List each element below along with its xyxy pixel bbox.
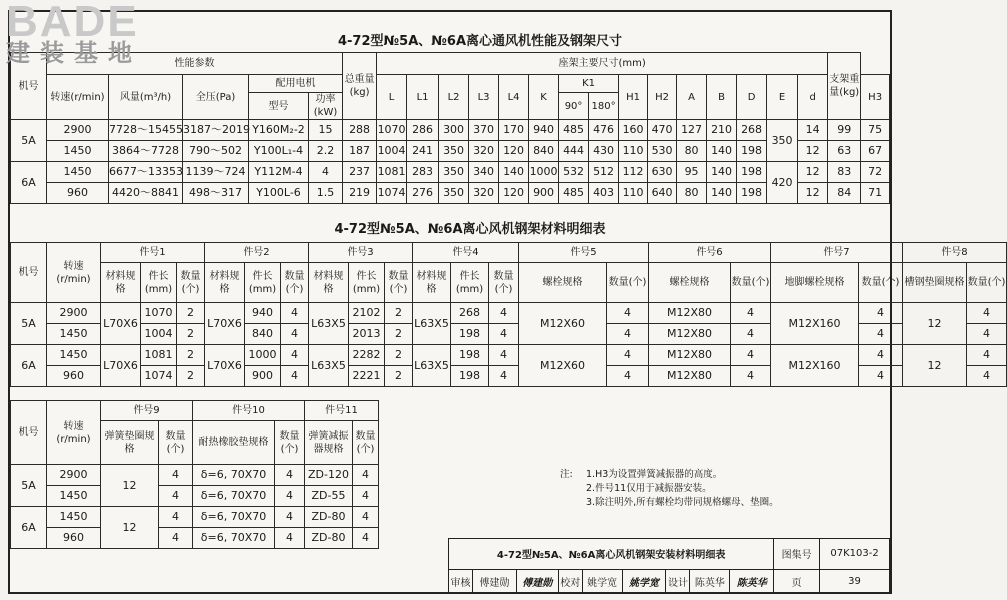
cell-D: 198 <box>737 162 767 183</box>
header-length: 件长(mm) <box>451 263 489 303</box>
header-anchor-bolt-spec: 地脚螺栓规格 <box>771 263 859 303</box>
material-table-title: 4-72型№5A、№6A离心风机钢架材料明细表 <box>334 222 606 237</box>
cell-part1-qty: 2 <box>177 324 205 345</box>
cell-part10-qty: 4 <box>275 507 305 528</box>
cell-speed: 960 <box>47 366 101 387</box>
header-qty: 数量(个) <box>489 263 519 303</box>
header-part-5: 件号5 <box>519 243 649 263</box>
design-label: 设计 <box>666 569 690 593</box>
cell-part11-qty: 4 <box>353 528 379 549</box>
header-spec: 材料规格 <box>309 263 349 303</box>
cell-part9-qty: 4 <box>159 528 193 549</box>
header-dim-l2: L2 <box>439 75 469 120</box>
material-table-2 <box>10 400 379 549</box>
cell-weight: 187 <box>343 141 377 162</box>
header-part-11: 件号11 <box>305 401 379 421</box>
header-dim-h3: H3 <box>861 75 890 120</box>
cell-part7-qty: 4 <box>859 303 903 324</box>
cell-L1: 241 <box>407 141 439 162</box>
cell-L2: 300 <box>439 120 469 141</box>
header-qty: 数量(个) <box>385 263 413 303</box>
header-length: 件长(mm) <box>245 263 281 303</box>
note-3: 3.除注明外,所有螺栓均带同规格螺母、垫圈。 <box>586 497 779 508</box>
cell-H2: 530 <box>648 141 677 162</box>
cell-part8-qty: 4 <box>967 345 1007 366</box>
cell-B: 140 <box>707 183 737 204</box>
header-rubber-pad-spec: 耐热橡胶垫规格 <box>193 421 275 465</box>
reviewer: 傅建勋 <box>472 569 516 593</box>
header-dim-a: A <box>677 75 707 120</box>
cell-part8-qty: 4 <box>967 324 1007 345</box>
cell-power: 2.2 <box>309 141 343 162</box>
cell-part10-spec: δ=6, 70X70 <box>193 465 275 486</box>
cell-L: 1081 <box>377 162 407 183</box>
cell-part3-qty: 2 <box>385 345 413 366</box>
header-model: 机号 <box>11 243 47 303</box>
cell-L1: 286 <box>407 120 439 141</box>
cell-d: 12 <box>798 162 828 183</box>
cell-part8-spec: 12 <box>903 345 967 387</box>
header-model: 机号 <box>11 401 47 465</box>
cell-part6-spec: M12X80 <box>649 324 731 345</box>
cell-K: 900 <box>529 183 559 204</box>
cell-D: 198 <box>737 183 767 204</box>
atlas-label: 图集号 <box>774 539 820 570</box>
cell-part11-spec: ZD-120 <box>305 465 353 486</box>
cell-part2-qty: 4 <box>281 345 309 366</box>
cell-part1-qty: 2 <box>177 345 205 366</box>
cell-part10-qty: 4 <box>275 465 305 486</box>
cell-part9-qty: 4 <box>159 507 193 528</box>
cell-L2: 350 <box>439 162 469 183</box>
cell-K: 940 <box>529 120 559 141</box>
cell-part7-spec: M12X160 <box>771 345 859 387</box>
cell-H2: 630 <box>648 162 677 183</box>
title-block <box>448 538 890 594</box>
cell-power: 1.5 <box>309 183 343 204</box>
cell-H2: 470 <box>648 120 677 141</box>
cell-weight: 237 <box>343 162 377 183</box>
cell-part3-spec: L63X5 <box>309 345 349 387</box>
header-dim-h1: H1 <box>619 75 648 120</box>
header-bolt-spec: 螺栓规格 <box>649 263 731 303</box>
note-1: 1.H3为设置弹簧减振器的高度。 <box>586 469 723 480</box>
header-k1-90: 90° <box>559 93 589 120</box>
cell-part9-qty: 4 <box>159 486 193 507</box>
cell-part4-length: 198 <box>451 324 489 345</box>
cell-part11-spec: ZD-80 <box>305 528 353 549</box>
header-model: 机号 <box>11 53 47 120</box>
cell-part1-length: 1070 <box>141 303 177 324</box>
cell-K1-180: 512 <box>589 162 619 183</box>
header-part-7: 件号7 <box>771 243 903 263</box>
dim-E-cell: 350 <box>767 120 798 162</box>
cell-L4: 120 <box>499 141 529 162</box>
material-table <box>10 242 1007 387</box>
header-part-9: 件号9 <box>101 401 193 421</box>
cell-part3-length: 2102 <box>349 303 385 324</box>
cell-speed: 960 <box>47 183 109 204</box>
header-part-10: 件号10 <box>193 401 305 421</box>
cell-H1: 110 <box>619 183 648 204</box>
cell-L1: 283 <box>407 162 439 183</box>
cell-A: 80 <box>677 141 707 162</box>
cell-part10-spec: δ=6, 70X70 <box>193 507 275 528</box>
header-motor-power: 功率(kW) <box>309 93 343 120</box>
cell-part2-length: 940 <box>245 303 281 324</box>
cell-A: 95 <box>677 162 707 183</box>
cell-part2-qty: 4 <box>281 366 309 387</box>
cell-K1-90: 485 <box>559 120 589 141</box>
header-frame-dims: 座架主要尺寸(mm) <box>377 53 828 75</box>
header-dim-d: d <box>798 75 828 120</box>
cell-B: 210 <box>707 120 737 141</box>
cell-B: 140 <box>707 162 737 183</box>
cell-part8-qty: 4 <box>967 366 1007 387</box>
model-cell: 6A <box>11 162 47 204</box>
cell-part7-spec: M12X160 <box>771 303 859 345</box>
perf-table-title: 4-72型№5A、№6A离心通风机性能及钢架尺寸 <box>337 34 623 49</box>
cell-pressure: 790～502 <box>183 141 249 162</box>
cell-d: 12 <box>798 183 828 204</box>
model-cell: 5A <box>11 465 47 507</box>
cell-support-weight: 72 <box>861 162 890 183</box>
cell-part11-spec: ZD-55 <box>305 486 353 507</box>
cell-part10-spec: δ=6, 70X70 <box>193 486 275 507</box>
cell-part3-spec: L63X5 <box>309 303 349 345</box>
model-cell: 5A <box>11 303 47 345</box>
header-part-8: 件号8 <box>903 243 1007 263</box>
cell-part3-qty: 2 <box>385 303 413 324</box>
cell-K1-90: 485 <box>559 183 589 204</box>
cell-part6-qty: 4 <box>731 366 771 387</box>
cell-part1-qty: 2 <box>177 303 205 324</box>
cell-d: 14 <box>798 120 828 141</box>
cell-part6-spec: M12X80 <box>649 303 731 324</box>
cell-L: 1004 <box>377 141 407 162</box>
cell-part11-qty: 4 <box>353 507 379 528</box>
cell-part1-spec: L70X6 <box>101 303 141 345</box>
cell-L2: 350 <box>439 183 469 204</box>
header-part-2: 件号2 <box>205 243 309 263</box>
cell-speed: 1450 <box>47 345 101 366</box>
header-qty: 数量(个) <box>967 263 1007 303</box>
header-pad-spec: 槽钢垫圈规格 <box>903 263 967 303</box>
cell-part4-qty: 4 <box>489 303 519 324</box>
cell-speed: 1450 <box>47 141 109 162</box>
header-flow: 风量(m³/h) <box>109 75 183 120</box>
header-qty: 数量(个) <box>177 263 205 303</box>
cell-part2-spec: L70X6 <box>205 345 245 387</box>
header-speed: 转速(r/min) <box>47 243 101 303</box>
cell-pressure: 1139～724 <box>183 162 249 183</box>
header-part-3: 件号3 <box>309 243 413 263</box>
header-spring-pad-spec: 弹簧垫圈规格 <box>101 421 159 465</box>
cell-K1-90: 532 <box>559 162 589 183</box>
header-dim-e: E <box>767 75 798 120</box>
header-speed: 转速(r/min) <box>47 75 109 120</box>
cell-motor-type: Y100L-6 <box>249 183 309 204</box>
dim-E-cell: 420 <box>767 162 798 204</box>
cell-K1-90: 444 <box>559 141 589 162</box>
header-qty: 数量(个) <box>281 263 309 303</box>
cell-H1: 112 <box>619 162 648 183</box>
cell-weight: 219 <box>343 183 377 204</box>
cell-part3-qty: 2 <box>385 366 413 387</box>
check-label: 校对 <box>558 569 582 593</box>
cell-part6-qty: 4 <box>731 345 771 366</box>
cell-part3-length: 2282 <box>349 345 385 366</box>
cell-B: 140 <box>707 141 737 162</box>
cell-support-weight: 67 <box>861 141 890 162</box>
model-cell: 6A <box>11 507 47 549</box>
header-spec: 材料规格 <box>413 263 451 303</box>
cell-part2-qty: 4 <box>281 303 309 324</box>
checker: 姚学宽 <box>582 569 622 593</box>
cell-H1: 160 <box>619 120 648 141</box>
cell-flow: 7728～15455 <box>109 120 183 141</box>
cell-speed: 2900 <box>47 120 109 141</box>
cell-L4: 170 <box>499 120 529 141</box>
cell-part6-qty: 4 <box>731 324 771 345</box>
header-spec: 材料规格 <box>101 263 141 303</box>
cell-flow: 4420～8841 <box>109 183 183 204</box>
title-block-title: 4-72型№5A、№6A离心风机钢架安装材料明细表 <box>449 539 774 570</box>
cell-part6-spec: M12X80 <box>649 366 731 387</box>
performance-table <box>10 52 890 204</box>
cell-part4-qty: 4 <box>489 324 519 345</box>
note-2: 2.件号11仅用于减振器安装。 <box>586 483 712 494</box>
cell-K1-180: 476 <box>589 120 619 141</box>
header-dim-l4: L4 <box>499 75 529 120</box>
check-signature: 姚学宽 <box>622 569 666 593</box>
cell-H3: 99 <box>828 120 861 141</box>
cell-part8-spec: 12 <box>903 303 967 345</box>
header-dim-k1: K1 <box>559 75 619 93</box>
header-qty: 数量(个) <box>353 421 379 465</box>
cell-part9-qty: 4 <box>159 465 193 486</box>
header-pressure: 全压(Pa) <box>183 75 249 120</box>
cell-speed: 2900 <box>47 465 101 486</box>
cell-flow: 3864～7728 <box>109 141 183 162</box>
cell-L4: 140 <box>499 162 529 183</box>
header-motor-type: 型号 <box>249 93 309 120</box>
header-bolt-spec: 螺栓规格 <box>519 263 607 303</box>
cell-part2-qty: 4 <box>281 324 309 345</box>
cell-part4-length: 198 <box>451 366 489 387</box>
header-part-4: 件号4 <box>413 243 519 263</box>
cell-part1-qty: 2 <box>177 366 205 387</box>
cell-part11-qty: 4 <box>353 465 379 486</box>
cell-H3: 63 <box>828 141 861 162</box>
cell-part2-length: 1000 <box>245 345 281 366</box>
cell-part4-length: 268 <box>451 303 489 324</box>
cell-part4-spec: L63X5 <box>413 303 451 345</box>
header-weight: 总重量(kg) <box>343 53 377 120</box>
cell-speed: 960 <box>47 528 101 549</box>
logo-subtitle: 建装基地 <box>6 39 142 67</box>
header-dim-l1: L1 <box>407 75 439 120</box>
header-dim-d: D <box>737 75 767 120</box>
header-part-1: 件号1 <box>101 243 205 263</box>
cell-part2-length: 900 <box>245 366 281 387</box>
cell-part11-qty: 4 <box>353 486 379 507</box>
notes <box>560 468 779 510</box>
cell-D: 198 <box>737 141 767 162</box>
atlas-number: 07K103-2 <box>820 539 890 570</box>
cell-D: 268 <box>737 120 767 141</box>
header-k1-180: 180° <box>589 93 619 120</box>
header-dim-h2: H2 <box>648 75 677 120</box>
header-dim-b: B <box>707 75 737 120</box>
cell-speed: 2900 <box>47 303 101 324</box>
cell-H1: 110 <box>619 141 648 162</box>
notes-label: 注: <box>560 469 573 480</box>
header-qty: 数量(个) <box>607 263 649 303</box>
cell-part7-qty: 4 <box>859 324 903 345</box>
cell-part7-qty: 4 <box>859 366 903 387</box>
cell-part5-spec: M12X60 <box>519 345 607 387</box>
cell-part1-length: 1081 <box>141 345 177 366</box>
cell-part8-qty: 4 <box>967 303 1007 324</box>
cell-motor-type: Y160M₂-2 <box>249 120 309 141</box>
header-length: 件长(mm) <box>141 263 177 303</box>
page-number: 39 <box>820 569 890 593</box>
cell-K: 840 <box>529 141 559 162</box>
cell-K1-180: 430 <box>589 141 619 162</box>
cell-part6-qty: 4 <box>731 303 771 324</box>
cell-speed: 1450 <box>47 486 101 507</box>
cell-speed: 1450 <box>47 507 101 528</box>
cell-part3-qty: 2 <box>385 324 413 345</box>
cell-speed: 1450 <box>47 324 101 345</box>
model-cell: 5A <box>11 120 47 162</box>
header-qty: 数量(个) <box>731 263 771 303</box>
header-motor: 配用电机 <box>249 75 343 93</box>
logo-brand: BADE <box>6 0 139 46</box>
cell-L3: 340 <box>469 162 499 183</box>
cell-power: 15 <box>309 120 343 141</box>
designer: 陈英华 <box>690 569 730 593</box>
cell-part5-qty: 4 <box>607 345 649 366</box>
cell-pressure: 498～317 <box>183 183 249 204</box>
review-signature: 傅建勋 <box>516 569 558 593</box>
cell-part6-spec: M12X80 <box>649 345 731 366</box>
header-spec: 材料规格 <box>205 263 245 303</box>
cell-L: 1070 <box>377 120 407 141</box>
cell-L1: 276 <box>407 183 439 204</box>
cell-part9-spec: 12 <box>101 507 159 549</box>
cell-A: 127 <box>677 120 707 141</box>
cell-L3: 320 <box>469 141 499 162</box>
cell-L: 1074 <box>377 183 407 204</box>
cell-part3-length: 2013 <box>349 324 385 345</box>
cell-L3: 370 <box>469 120 499 141</box>
review-label: 审核 <box>449 569 473 593</box>
cell-part4-spec: L63X5 <box>413 345 451 387</box>
cell-part4-qty: 4 <box>489 366 519 387</box>
cell-part1-spec: L70X6 <box>101 345 141 387</box>
header-part-6: 件号6 <box>649 243 771 263</box>
cell-H3: 84 <box>828 183 861 204</box>
cell-part10-spec: δ=6, 70X70 <box>193 528 275 549</box>
cell-part5-qty: 4 <box>607 366 649 387</box>
cell-K: 1000 <box>529 162 559 183</box>
header-dim-l3: L3 <box>469 75 499 120</box>
cell-H3: 83 <box>828 162 861 183</box>
cell-part4-length: 198 <box>451 345 489 366</box>
header-speed: 转速(r/min) <box>47 401 101 465</box>
cell-support-weight: 71 <box>861 183 890 204</box>
cell-L3: 320 <box>469 183 499 204</box>
header-qty: 数量(个) <box>275 421 305 465</box>
header-length: 件长(mm) <box>349 263 385 303</box>
cell-part1-length: 1074 <box>141 366 177 387</box>
model-cell: 6A <box>11 345 47 387</box>
cell-L2: 350 <box>439 141 469 162</box>
cell-K1-180: 403 <box>589 183 619 204</box>
cell-motor-type: Y112M-4 <box>249 162 309 183</box>
cell-part3-length: 2221 <box>349 366 385 387</box>
cell-part10-qty: 4 <box>275 528 305 549</box>
header-perf-params: 性能参数 <box>47 53 343 75</box>
header-damper-spec: 弹簧减振器规格 <box>305 421 353 465</box>
cell-power: 4 <box>309 162 343 183</box>
cell-motor-type: Y100L₁-4 <box>249 141 309 162</box>
cell-A: 80 <box>677 183 707 204</box>
cell-part4-qty: 4 <box>489 345 519 366</box>
cell-part7-qty: 4 <box>859 345 903 366</box>
cell-part9-spec: 12 <box>101 465 159 507</box>
cell-part11-spec: ZD-80 <box>305 507 353 528</box>
cell-part5-qty: 4 <box>607 303 649 324</box>
cell-part1-length: 1004 <box>141 324 177 345</box>
cell-support-weight: 75 <box>861 120 890 141</box>
page-label: 页 <box>774 569 820 593</box>
header-dim-k: K <box>529 75 559 120</box>
header-qty: 数量(个) <box>859 263 903 303</box>
cell-H2: 640 <box>648 183 677 204</box>
cell-part2-length: 840 <box>245 324 281 345</box>
header-dim-l: L <box>377 75 407 120</box>
cell-part5-spec: M12X60 <box>519 303 607 345</box>
watermark-logo <box>6 2 181 66</box>
header-qty: 数量(个) <box>159 421 193 465</box>
cell-speed: 1450 <box>47 162 109 183</box>
cell-flow: 6677～13353 <box>109 162 183 183</box>
cell-part10-qty: 4 <box>275 486 305 507</box>
header-support-weight: 支架重量(kg) <box>828 53 861 120</box>
cell-weight: 288 <box>343 120 377 141</box>
cell-pressure: 3187～2019 <box>183 120 249 141</box>
cell-part2-spec: L70X6 <box>205 303 245 345</box>
cell-part5-qty: 4 <box>607 324 649 345</box>
cell-d: 12 <box>798 141 828 162</box>
cell-L4: 120 <box>499 183 529 204</box>
design-signature: 陈英华 <box>730 569 774 593</box>
